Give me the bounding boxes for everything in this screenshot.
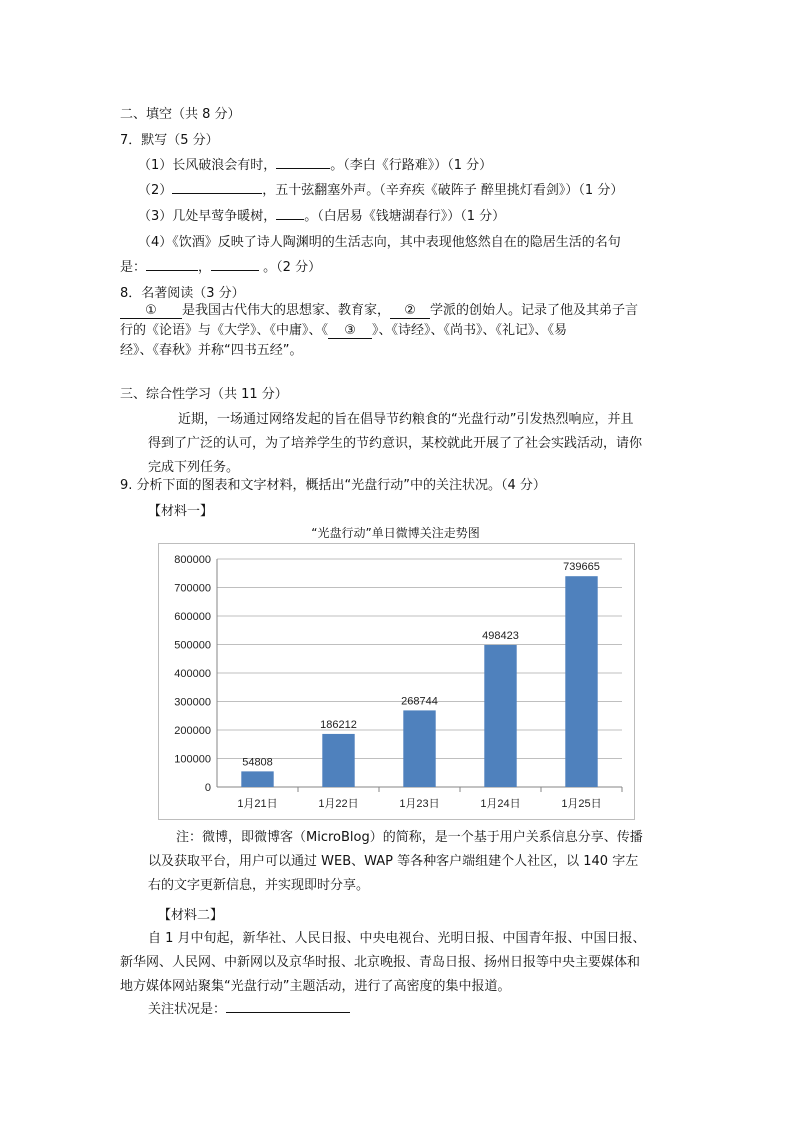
intro-line-3: 完成下列任务。 — [148, 460, 240, 475]
q8-title: 8．名著阅读（3 分） — [120, 286, 245, 301]
q7-4-blank-1[interactable] — [146, 258, 198, 271]
y-tick-label-4: 400000 — [174, 668, 211, 680]
q7-item-1 — [138, 154, 492, 173]
value-label-1: 186212 — [320, 718, 357, 731]
material-2-line-2: 新华网、人民网、中新网以及京华时报、北京晚报、青岛日报、扬州日报等中央主要媒体和 — [120, 955, 641, 970]
q8-line-3: 经》、《春秋》并称“四书五经”。 — [120, 343, 303, 358]
q7-item-2 — [138, 179, 623, 198]
x-tick-label-1: 1月22日 — [318, 798, 359, 810]
answer-line — [148, 998, 350, 1017]
x-tick-label-0: 1月21日 — [237, 798, 278, 810]
x-tick-label-4: 1月25日 — [561, 798, 602, 810]
q9-title: 9. 分析下面的图表和文字材料，概括出“光盘行动”中的关注状况。（4 分） — [120, 478, 546, 493]
q8-text-2: 学派的创始人。记录了他及其弟子言 — [430, 303, 639, 318]
intro-line-2: 得到了广泛的认可，为了培养学生的节约意识，某校就此开展了了社会实践活动，请你 — [148, 436, 643, 451]
bar-chart — [159, 544, 634, 819]
section3-heading: 三、综合性学习（共 11 分） — [120, 387, 288, 402]
q7-item-3 — [138, 205, 505, 224]
material-2-line-1: 自 1 月中旬起，新华社、人民日报、中央电视台、光明日报、中国青年报、中国日报、 — [148, 931, 646, 946]
note-line-3: 右的文字更新信息，并实现即时分享。 — [148, 878, 370, 893]
q7-3-text-b: 。（白居易《钱塘湖春行》）（1 分） — [304, 209, 506, 224]
chart-title: “光盘行动”单日微博关注走势图 — [311, 526, 480, 540]
bar-0 — [241, 771, 273, 787]
value-label-3: 498423 — [482, 629, 519, 642]
y-tick-label-6: 600000 — [174, 611, 211, 623]
note-line-2: 以及获取平台，用户可以通过 WEB、WAP 等各种客户端组建个人社区，以 140 字左 — [148, 854, 639, 869]
q7-4-text-a: 是： — [120, 260, 147, 275]
note-line-1: 注：微博，即微博客（MicroBlog）的简称，是一个基于用户关系信息分享、传播 — [176, 830, 643, 845]
chart-frame — [158, 543, 635, 820]
bar-1 — [322, 734, 354, 787]
answer-label: 关注状况是： — [148, 1002, 227, 1017]
q8-text-4: 》、《诗经》、《尚书》、《礼记》、《易 — [372, 323, 568, 338]
value-label-4: 739665 — [563, 561, 600, 574]
q8-blank-3[interactable]: ③ — [328, 323, 372, 339]
q7-3-blank[interactable] — [276, 207, 304, 220]
bar-3 — [484, 645, 516, 787]
intro-line-1: 近期，一场通过网络发起的旨在倡导节约粮食的“光盘行动”引发热烈响应，并且 — [178, 412, 634, 427]
material-2-line-3: 地方媒体网站聚集“光盘行动”主题活动，进行了高密度的集中报道。 — [120, 979, 511, 994]
value-label-2: 268744 — [401, 695, 438, 708]
x-tick-label-3: 1月24日 — [480, 798, 521, 810]
y-tick-label-0: 0 — [204, 782, 211, 794]
q7-4-text-c: 。（2 分） — [259, 260, 322, 275]
q7-item-4-line1: （4）《饮酒》反映了诗人陶渊明的生活志向，其中表现他悠然自在的隐居生活的名句 — [138, 235, 621, 250]
y-tick-label-5: 500000 — [174, 639, 211, 652]
y-tick-label-1: 100000 — [174, 753, 211, 766]
x-tick-label-2: 1月23日 — [399, 798, 440, 810]
material-1-label: 【材料一】 — [148, 504, 214, 519]
q7-4-blank-2[interactable] — [211, 258, 259, 271]
q8-blank-1[interactable]: ① — [120, 303, 182, 319]
q8-blank-2[interactable]: ② — [390, 303, 430, 319]
value-label-0: 54808 — [242, 756, 273, 769]
material-2-label: 【材料二】 — [158, 908, 224, 923]
q7-2-blank[interactable] — [172, 181, 262, 194]
y-tick-label-3: 300000 — [174, 696, 211, 709]
q7-2-text-a: （2） — [138, 183, 173, 198]
q7-2-text-b: ，五十弦翻塞外声。（辛弃疾《破阵子 醉里挑灯看剑》）（1 分） — [262, 183, 624, 198]
bar-2 — [403, 710, 435, 787]
y-tick-label-8: 800000 — [174, 554, 211, 566]
section2-heading: 二、填空（共 8 分） — [120, 107, 241, 122]
bar-4 — [565, 576, 597, 787]
q8-text-3: 行的《论语》与《大学》、《中庸》、《 — [120, 323, 329, 338]
y-tick-label-7: 700000 — [174, 582, 211, 595]
q7-3-text-a: （3）几处早莺争暖树， — [138, 209, 277, 224]
q7-1-text-a: （1）长风破浪会有时， — [138, 158, 277, 173]
q7-title: 7．默写（5 分） — [120, 133, 219, 148]
q7-1-text-b: 。（李白《行路难》）（1 分） — [330, 158, 493, 173]
q7-1-blank[interactable] — [276, 156, 330, 169]
q7-item-4-line2 — [120, 256, 321, 275]
answer-blank[interactable] — [226, 1000, 350, 1013]
y-tick-label-2: 200000 — [174, 725, 211, 737]
q8-line-2 — [120, 319, 567, 339]
q8-text-1: 是我国古代伟大的思想家、教育家， — [182, 303, 391, 318]
q7-4-text-b: ， — [198, 260, 212, 275]
q8-line-1 — [120, 299, 638, 319]
